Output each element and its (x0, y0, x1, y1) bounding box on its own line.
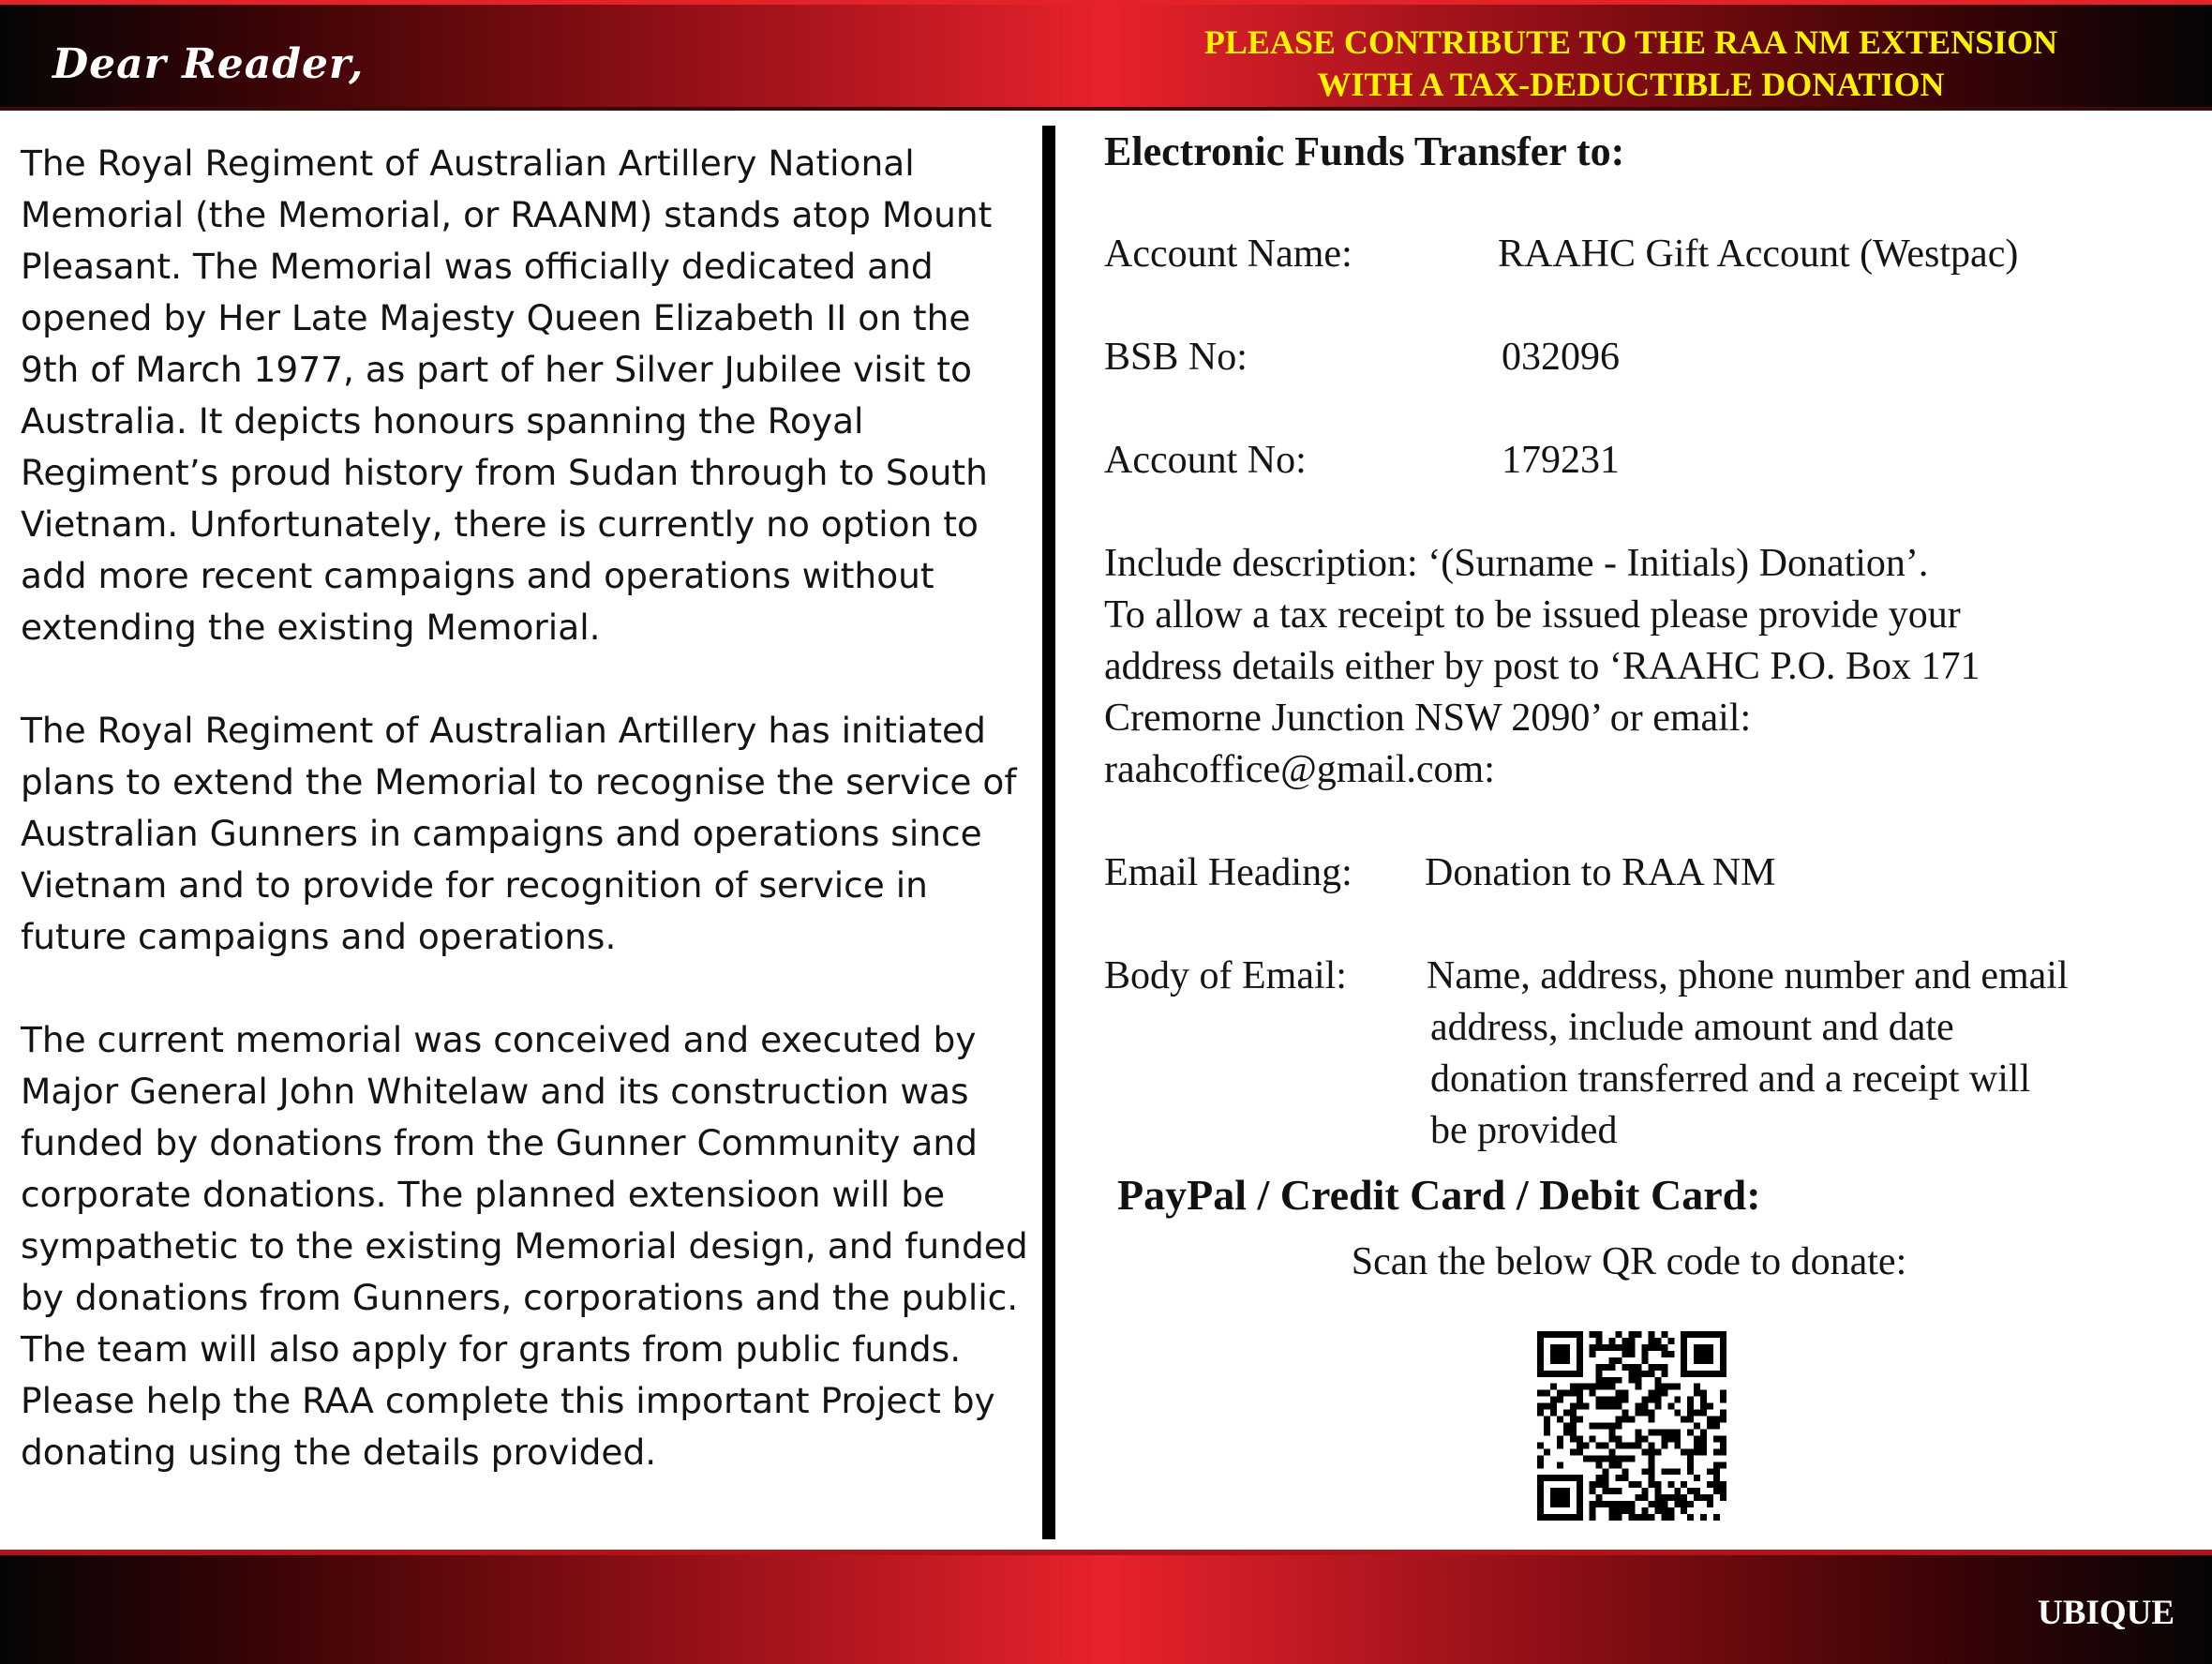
account-no-value: 179231 (1502, 439, 1620, 482)
email-body-label: Body of Email: (1104, 954, 1347, 997)
appeal-line-1: PLEASE CONTRIBUTE TO THE RAA NM EXTENSION (1203, 23, 2058, 61)
letter-paragraph-2: The Royal Regiment of Australian Artillery has initiated plans to extend the Memorial to recognise the service of Australian Gunners in campaigns and operations since Vietnam and to provide for recognition of service in future campaigns and operations. (21, 710, 1017, 957)
bsb-label: BSB No: (1104, 336, 1248, 379)
motto: UBIQUE (2038, 1594, 2175, 1632)
email-heading-value: Donation to RAA NM (1425, 851, 1776, 894)
email-heading-row (1104, 847, 2191, 899)
greeting: Dear Reader, (52, 40, 365, 88)
account-name-row (1104, 229, 2191, 280)
account-no-label: Account No: (1104, 439, 1307, 482)
description-instructions (1104, 538, 2191, 796)
column-divider (1042, 126, 1055, 1539)
email-body-line-3: donation transferred and a receipt will (1430, 1057, 2031, 1101)
bsb-row (1104, 332, 2191, 383)
qr-code-graphic (1537, 1331, 1726, 1521)
description-line-4: Cremorne Junction NSW 2090’ or email: (1104, 697, 1752, 740)
email-body-row (1104, 951, 2191, 1157)
bsb-value: 032096 (1502, 336, 1620, 379)
account-name-label: Account Name: (1104, 232, 1353, 276)
top-banner (0, 0, 2212, 111)
email-body-line-2: address, include amount and date (1430, 1006, 1954, 1049)
qr-code-icon[interactable] (1537, 1331, 1726, 1521)
letter-body (21, 138, 1033, 1478)
description-line-1: Include description: ‘(Surname - Initials) Donation’. (1104, 542, 1929, 585)
letter-paragraph-3: The current memorial was conceived and executed by Major General John Whitelaw and its construction was funded by donations from the Gunner Community and corporate donations. The planned extensioon will be sympathetic to the existing Memorial design, and funded by donations from Gunners, corporations and the public. The team will also apply for grants from public funds. Please help the RAA complete this important Project by donating using the details provided. (21, 1019, 1028, 1473)
email-body-value (1427, 951, 2199, 1157)
donation-appeal (1106, 22, 2156, 106)
paypal-heading: PayPal / Credit Card / Debit Card: (1117, 1171, 1761, 1219)
account-no-row (1104, 435, 2191, 487)
email-heading-label: Email Heading: (1104, 851, 1353, 894)
contact-email[interactable]: raahcoffice@gmail.com: (1104, 748, 1495, 791)
description-line-2: To allow a tax receipt to be issued please provide your (1104, 593, 1961, 637)
email-body-line-1: Name, address, phone number and email (1427, 954, 2069, 997)
letter-paragraph-1: The Royal Regiment of Australian Artillery National Memorial (the Memorial, or RAANM) stands atop Mount Pleasant. The Memorial was officially dedicated and opened by Her Late Majesty Queen Elizabeth II on the 9th of March 1977, as part of her Silver Jubilee visit to Australia. It depicts honours spanning the Royal Regiment’s proud history from Sudan through to South Vietnam. Unfortunately, there is currently no option to add more recent campaigns and operations without extending the existing Memorial. (21, 142, 993, 648)
bottom-banner (0, 1550, 2212, 1664)
scan-instruction: Scan the below QR code to donate: (1351, 1240, 1907, 1283)
appeal-line-2: WITH A TAX-DEDUCTIBLE DONATION (1317, 66, 1945, 103)
email-body-line-4: be provided (1430, 1109, 1618, 1152)
eft-details (1104, 126, 2191, 1157)
account-name-value: RAAHC Gift Account (Westpac) (1498, 232, 2019, 276)
description-line-3: address details either by post to ‘RAAHC P.O. Box 171 (1104, 645, 1980, 688)
eft-heading: Electronic Funds Transfer to: (1104, 128, 1625, 174)
